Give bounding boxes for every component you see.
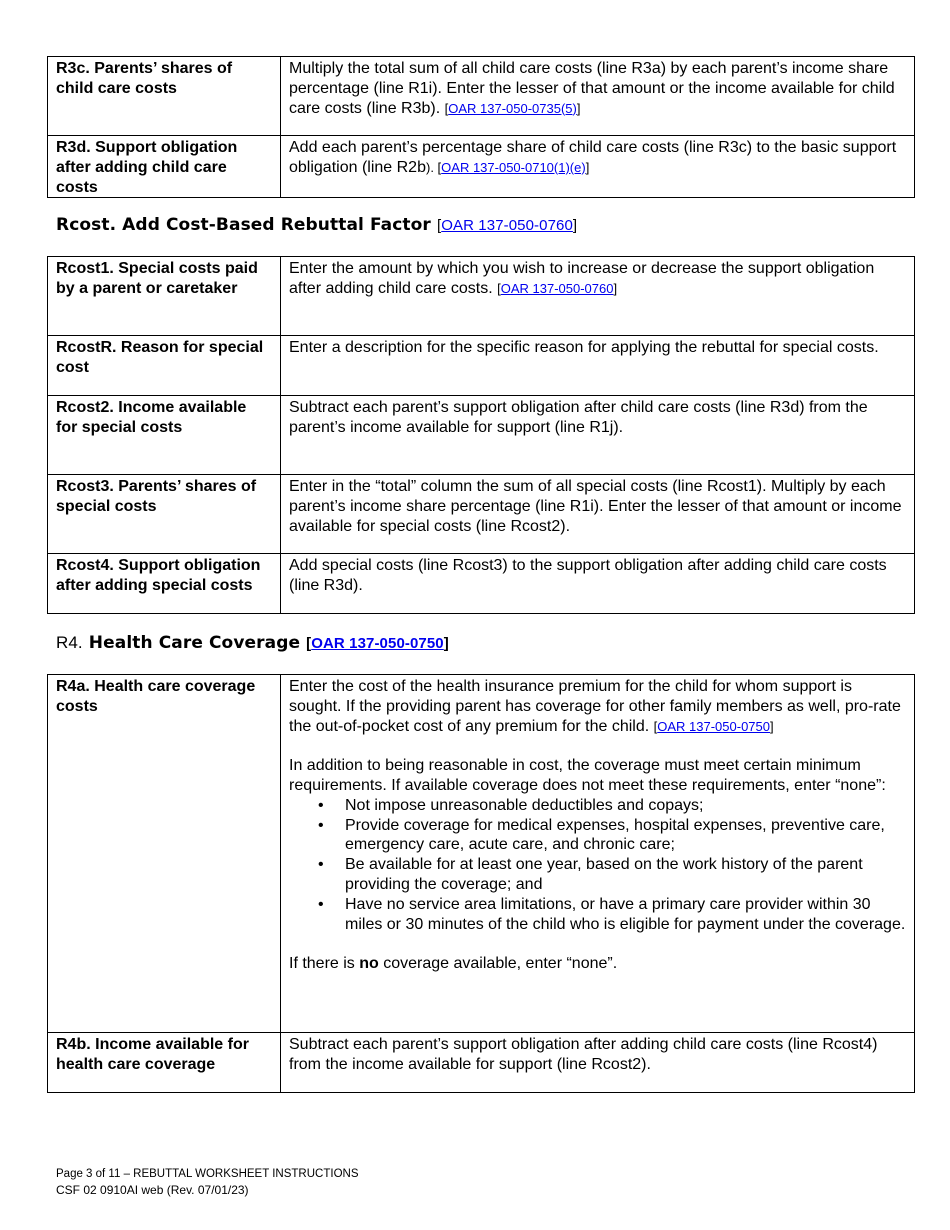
row-instructions: Add each parent’s percentage share of child care costs (line R3c) to the basic support obligation (line R2b). [OAR 137-050-0710(1)(e)] [281,136,915,198]
section-heading-rcost: Rcost. Add Cost-Based Rebuttal Factor [OAR 137-050-0760] [56,215,578,235]
citation: [OAR 137-050-0735(5)] [444,100,581,116]
oar-link[interactable]: OAR 137-050-0735(5) [448,100,577,116]
r3-instructions-table [47,56,915,198]
row-label: RcostR. Reason for special cost [48,336,281,396]
oar-link[interactable]: OAR 137-050-0760 [500,280,614,296]
section-heading-r4: R4. Health Care Coverage [OAR 137-050-0750] [56,633,449,653]
row-instructions: Enter in the “total” column the sum of all special costs (line Rcost1). Multiply by each parent’s income share percentage (line R1i). Enter the lesser of that amount or income available for special costs (line Rcost2). [281,475,915,554]
row-instructions [281,675,915,1033]
table-row [48,396,915,475]
citation: [OAR 137-050-0750] [306,635,449,652]
row-label: Rcost1. Special costs paid by a parent or caretaker [48,257,281,336]
row-label: R3c. Parents’ shares of child care costs [48,57,281,136]
page-footer [56,1166,359,1198]
row-label: Rcost2. Income available for special costs [48,396,281,475]
row-label: Rcost3. Parents’ shares of special costs [48,475,281,554]
oar-link[interactable]: OAR 137-050-0750 [657,718,770,734]
list-item: • Provide coverage for medical expenses, hospital expenses, preventive care, emergency care, acute care, and chronic care; [345,816,906,856]
row-instructions: Add special costs (line Rcost3) to the support obligation after adding child care costs (line R3d). [281,554,915,614]
table-row [48,475,915,554]
row-label: R4a. Health care coverage costs [48,675,281,1033]
row-instructions: Enter a description for the specific reason for applying the rebuttal for special costs. [281,336,915,396]
oar-link[interactable]: OAR 137-050-0750 [311,635,444,652]
oar-link[interactable]: OAR 137-050-0710(1)(e) [441,159,586,175]
paragraph: If there is no coverage available, enter “none”. [289,955,618,973]
table-row [48,1033,915,1093]
table-row [48,675,915,1033]
page-number: Page 3 of 11 – REBUTTAL WORKSHEET INSTRUCTIONS [56,1168,359,1180]
form-id: CSF 02 0910AI web (Rev. 07/01/23) [56,1183,249,1197]
citation: [OAR 137-050-0750] [653,718,774,734]
oar-link[interactable]: OAR 137-050-0760 [441,217,573,234]
paragraph: Enter the cost of the health insurance premium for the child for whom support is sought. If the providing parent has coverage for other family members as well, pro-rate the out-of-pocket cost of any premium for the child. [OAR 137-050-0750] [289,678,901,735]
list-item: • Have no service area limitations, or have a primary care provider within 30 miles or 30 minutes of the child who is eligible for payment under the coverage. [345,895,906,935]
row-label: Rcost4. Support obligation after adding special costs [48,554,281,614]
row-label: R4b. Income available for health care coverage [48,1033,281,1093]
r4-instructions-table [47,674,915,1093]
table-row [48,336,915,396]
row-label: R3d. Support obligation after adding child care costs [48,136,281,198]
list-item: • Be available for at least one year, based on the work history of the parent providing the coverage; and [345,855,906,895]
citation: [OAR 137-050-0760] [436,217,578,234]
table-row [48,57,915,136]
rcost-instructions-table [47,256,915,614]
row-instructions: Enter the amount by which you wish to increase or decrease the support obligation after adding child care costs. [OAR 137-050-0760] [281,257,915,336]
citation: [OAR 137-050-0760] [497,280,618,296]
table-row [48,136,915,198]
table-row [48,257,915,336]
requirements-list [289,796,906,935]
paragraph: In addition to being reasonable in cost, the coverage must meet certain minimum requirements. If available coverage does not meet these requirements, enter “none”: [289,757,886,794]
table-row [48,554,915,614]
row-instructions: Subtract each parent’s support obligation after adding child care costs (line Rcost4) from the income available for support (line Rcost2). [281,1033,915,1093]
row-instructions: Multiply the total sum of all child care costs (line R3a) by each parent’s income share percentage (line R1i). Enter the lesser of that amount or the income available for child care costs (line R3b). [OAR 137-050-0735(5)] [281,57,915,136]
list-item: • Not impose unreasonable deductibles and copays; [345,796,906,816]
row-instructions: Subtract each parent’s support obligation after child care costs (line R3d) from the parent’s income available for support (line R1j). [281,396,915,475]
